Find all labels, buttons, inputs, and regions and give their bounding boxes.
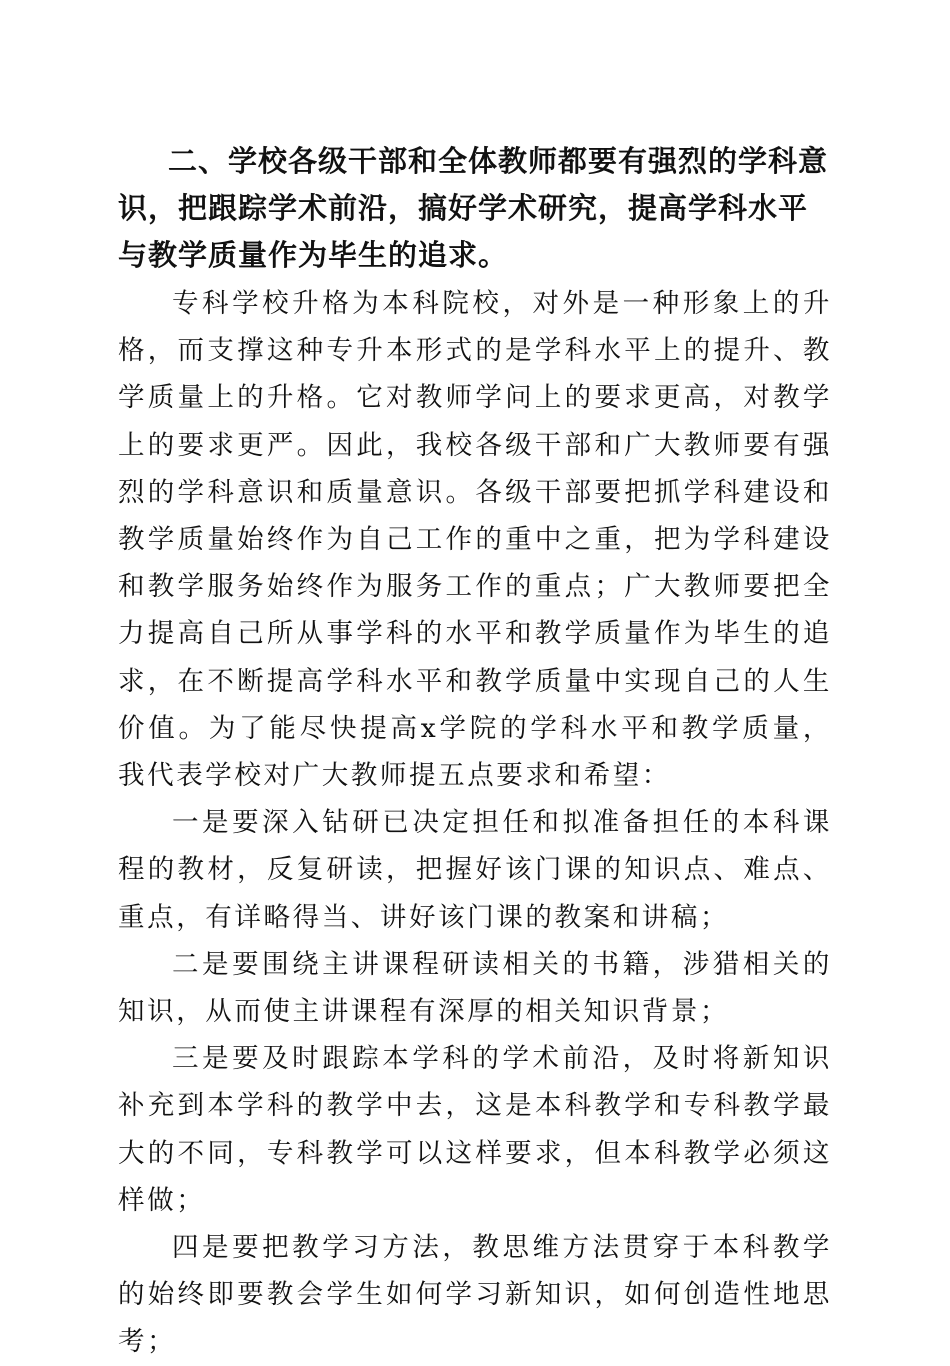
paragraph-intro: 专科学校升格为本科院校，对外是一种形象上的升格，而支撑这种专升本形式的是学科水平上的提升、教学质量上的升格。它对教师学问上的要求更高，对教学上的要求更严。因此，我校各级干部和广大教师要有强烈的学科意识和质量意识。各级干部要把抓学科建设和教学质量始终作为自己工作的重中之重，把为学科建设和教学服务始终作为服务工作的重点；广大教师要把全力提高自己所从事学科的水平和教学质量作为毕生的追求，在不断提高学科水平和教学质量中实现自己的人生价值。为了能尽快提高x学院的学科水平和教学质量，我代表学校对广大教师提五点要求和希望：: [118, 288, 832, 792]
paragraph-point-4: 四是要把教学习方法，教思维方法贯穿于本科教学的始终即要教会学生如何学习新知识，如何创造性地思考；: [118, 1232, 832, 1358]
paragraph-point-3: 三是要及时跟踪本学科的学术前沿，及时将新知识补充到本学科的教学中去，这是本科教学和专科教学最大的不同，专科教学可以这样要求，但本科教学必须这样做；: [118, 1043, 832, 1216]
document-body: [118, 138, 832, 1366]
paragraph-point-2: 二是要围绕主讲课程研读相关的书籍，涉猎相关的知识，从而使主讲课程有深厚的相关知识背景；: [118, 948, 832, 1028]
section-heading: 二、学校各级干部和全体教师都要有强烈的学科意识，把跟踪学术前沿，搞好学术研究，提高学科水平与教学质量作为毕生的追求。: [118, 144, 829, 272]
paragraph-point-1: 一是要深入钻研已决定担任和拟准备担任的本科课程的教材，反复研读，把握好该门课的知识点、难点、重点，有详略得当、讲好该门课的教案和讲稿；: [118, 807, 832, 933]
